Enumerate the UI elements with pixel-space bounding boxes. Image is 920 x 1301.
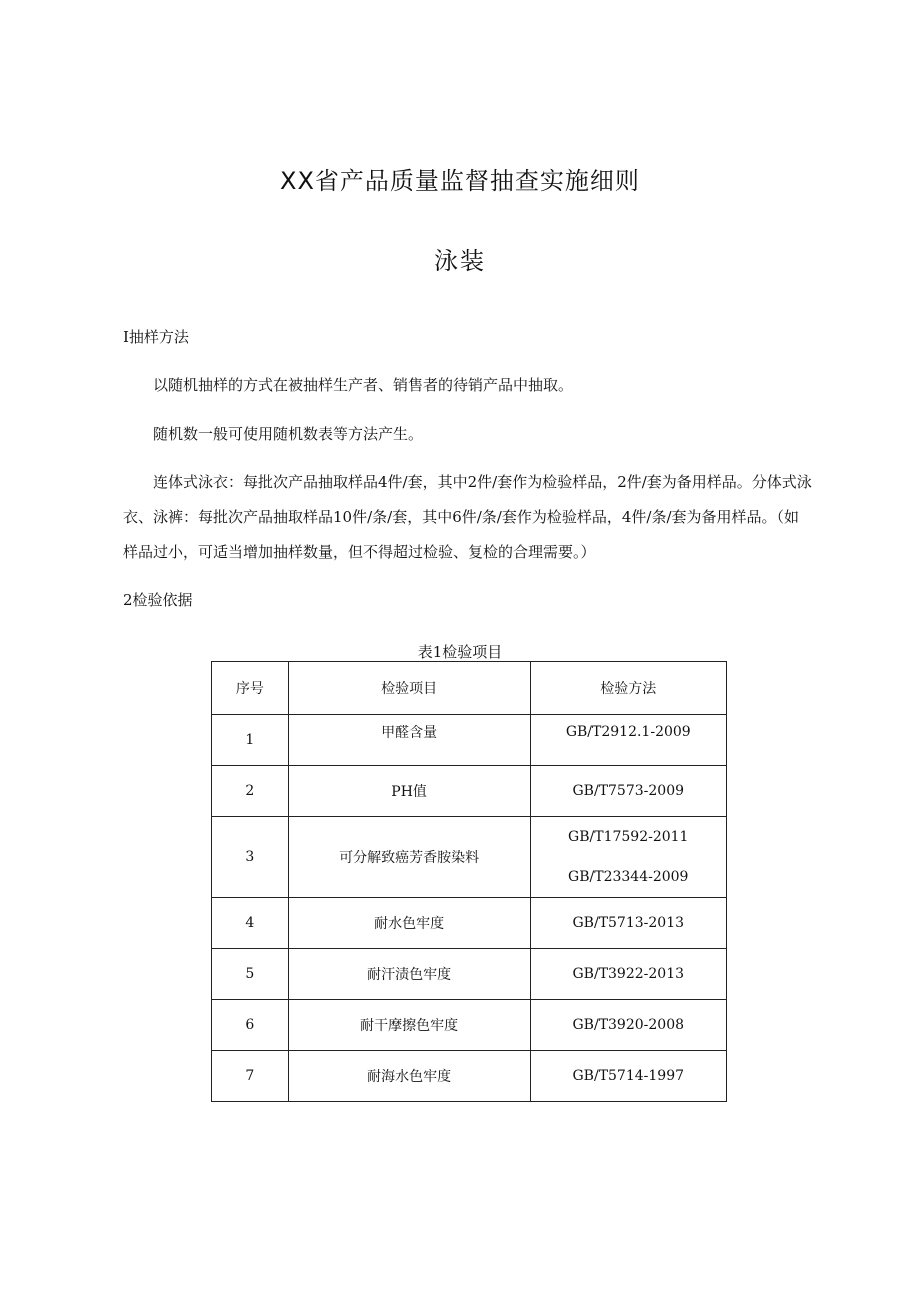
cell-inspection-item: PH值 (288, 766, 530, 817)
cell-serial-number: 2 (212, 766, 289, 817)
table-row (212, 1051, 727, 1102)
cell-serial-number: 3 (212, 817, 289, 898)
table-row (212, 817, 727, 898)
document-title: XX省产品质量监督抽查实施细则 (280, 167, 640, 195)
cell-inspection-item: 甲醛含量 (381, 725, 438, 741)
cell-inspection-item: 耐干摩擦色牢度 (288, 1000, 530, 1051)
table-header-row (212, 662, 727, 715)
cell-inspection-item: 可分解致癌芳香胺染料 (288, 817, 530, 898)
cell-inspection-method: GB/T17592-2011 (568, 829, 689, 845)
cell-inspection-item: 耐海水色牢度 (288, 1051, 530, 1102)
cell-serial-number: 6 (212, 1000, 289, 1051)
cell-inspection-method: GB/T2912.1-2009 (565, 724, 691, 740)
cell-inspection-method: GB/T7573-2009 (530, 766, 726, 817)
header-inspection-method: 检验方法 (530, 662, 726, 715)
document-subtitle: 泳装 (434, 247, 486, 275)
section-heading-inspection-basis: 2检验依据 (123, 591, 193, 609)
cell-serial-number: 4 (212, 898, 289, 949)
table-row (212, 898, 727, 949)
cell-inspection-method: GB/T3922-2013 (530, 949, 726, 1000)
section-heading-sampling: I抽样方法 (123, 328, 189, 346)
paragraph-sample-quantity: 连体式泳衣：每批次产品抽取样品4件/套，其中2件/套作为检验样品，2件/套为备用样品。分体式泳衣、泳裤：每批次产品抽取样品10件/条/套，其中6件/条/套作为检验样品，4件/条/套为备用样品。（如样品过小，可适当增加抽样数量，但不得超过检验、复检的合理需要。） (123, 473, 812, 561)
paragraph-sampling-method: 以随机抽样的方式在被抽样生产者、销售者的待销产品中抽取。 (153, 376, 574, 394)
cell-inspection-method: GB/T23344-2009 (568, 869, 689, 885)
cell-serial-number: 7 (212, 1051, 289, 1102)
inspection-items-table (211, 661, 727, 1102)
cell-inspection-method: GB/T5714-1997 (530, 1051, 726, 1102)
table-caption: 表1检验项目 (417, 643, 503, 661)
cell-inspection-method: GB/T5713-2013 (530, 898, 726, 949)
table-row (212, 715, 727, 766)
table-row (212, 1000, 727, 1051)
table-row (212, 949, 727, 1000)
header-serial-number: 序号 (212, 662, 289, 715)
cell-inspection-item: 耐水色牢度 (288, 898, 530, 949)
cell-inspection-method-group (530, 817, 726, 898)
cell-inspection-method: GB/T3920-2008 (530, 1000, 726, 1051)
paragraph-random-number: 随机数一般可使用随机数表等方法产生。 (153, 425, 424, 443)
cell-serial-number: 5 (212, 949, 289, 1000)
cell-serial-number: 1 (212, 715, 289, 766)
table-row (212, 766, 727, 817)
header-inspection-item: 检验项目 (288, 662, 530, 715)
cell-inspection-item: 耐汗渍色牢度 (288, 949, 530, 1000)
